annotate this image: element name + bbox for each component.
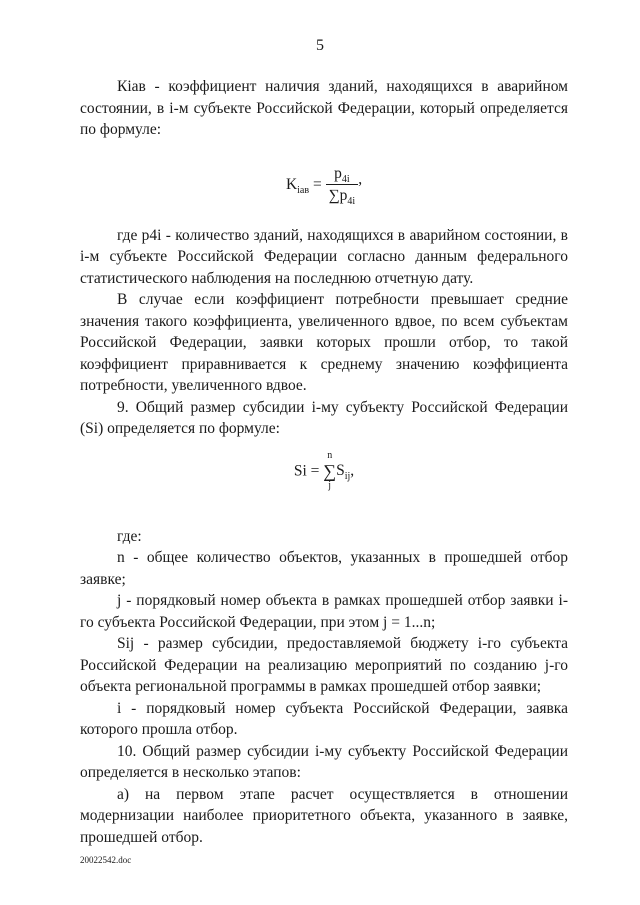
paragraph-sij-definition: Sij - размер субсидии, предоставляемой бюджету i-го субъекта Российской Федерации на реализацию мероприятий по созданию j-го объекта региональной программы в рамках прошедшей отбор заявки; — [80, 635, 568, 695]
formula-si-tail: , — [350, 461, 355, 479]
formula-k-sigma: ∑ — [328, 187, 340, 204]
paragraph-j-definition: j - порядковый номер объекта в рамках прошедшей отбор заявки i-го субъекта Российской Федерации, при этом j = 1...n; — [80, 592, 568, 631]
formula-si — [80, 450, 568, 512]
formula-k-num-sub: 4i — [341, 173, 350, 185]
formula-si-term: S — [336, 461, 345, 479]
formula-k-den-sub: 4i — [347, 196, 356, 208]
formula-si-eq: = — [310, 461, 320, 479]
paragraph-n-definition: n - общее количество объектов, указанных в прошедшей отбор заявке; — [80, 549, 568, 588]
paragraph-item-10: 10. Общий размер субсидии i-му субъекту Российской Федерации определяется в несколько этапов: — [80, 742, 568, 781]
formula-k-tail: , — [358, 169, 363, 187]
formula-k-fraction — [326, 163, 359, 207]
formula-k — [80, 151, 568, 213]
formula-si-upper: n — [327, 449, 333, 461]
formula-k-lhs: K — [285, 175, 298, 193]
paragraph-i-definition: i - порядковый номер субъекта Российской Федерации, заявка которого прошла отбор. — [80, 699, 568, 738]
formula-k-eq: = — [312, 175, 322, 193]
formula-k-num: p — [334, 164, 342, 182]
document-body — [80, 76, 568, 848]
formula-si-lower: j — [328, 479, 332, 491]
paragraph-item-10a: а) на первом этапе расчет осуществляется в отношении модернизации наиболее приоритетного объекта, указанного в заявке, прошедшей отбор. — [80, 785, 568, 846]
paragraph-where: где: — [117, 527, 142, 545]
paragraph-k-definition: Кіав - коэффициент наличия зданий, находящихся в аварийном состоянии, в i-м субъекте Российской Федерации, который определяется по формуле: — [80, 78, 568, 138]
formula-si-term-sub: ij — [344, 470, 351, 482]
formula-si-sum — [323, 450, 336, 492]
paragraph-item-9: 9. Общий размер субсидии i-му субъекту Российской Федерации (Si) определяется по формуле: — [80, 398, 568, 437]
page-number: 5 — [316, 37, 324, 54]
formula-k-den: p — [339, 187, 348, 204]
paragraph-p4i-definition: где p4i - количество зданий, находящихся в аварийном состоянии, в i-м субъекте Российской Федерации согласно данным федерального статистического наблюдения на последнюю отчетную дату. — [80, 226, 568, 287]
footer-filename: 20022542.doc — [80, 855, 132, 865]
paragraph-coefficient-rule: В случае если коэффициент потребности превышает средние значения такого коэффициента, увеличенного вдвое, по всем субъектам Российской Федерации, заявки которых прошли отбор, то такой коэффициент приравнивается к среднему значению коэффициента потребности, увеличенного вдвое. — [80, 291, 568, 394]
formula-k-lhs-sub: iав — [297, 184, 310, 196]
formula-si-sigma: ∑ — [323, 460, 337, 481]
formula-si-lhs: Si — [293, 461, 307, 479]
